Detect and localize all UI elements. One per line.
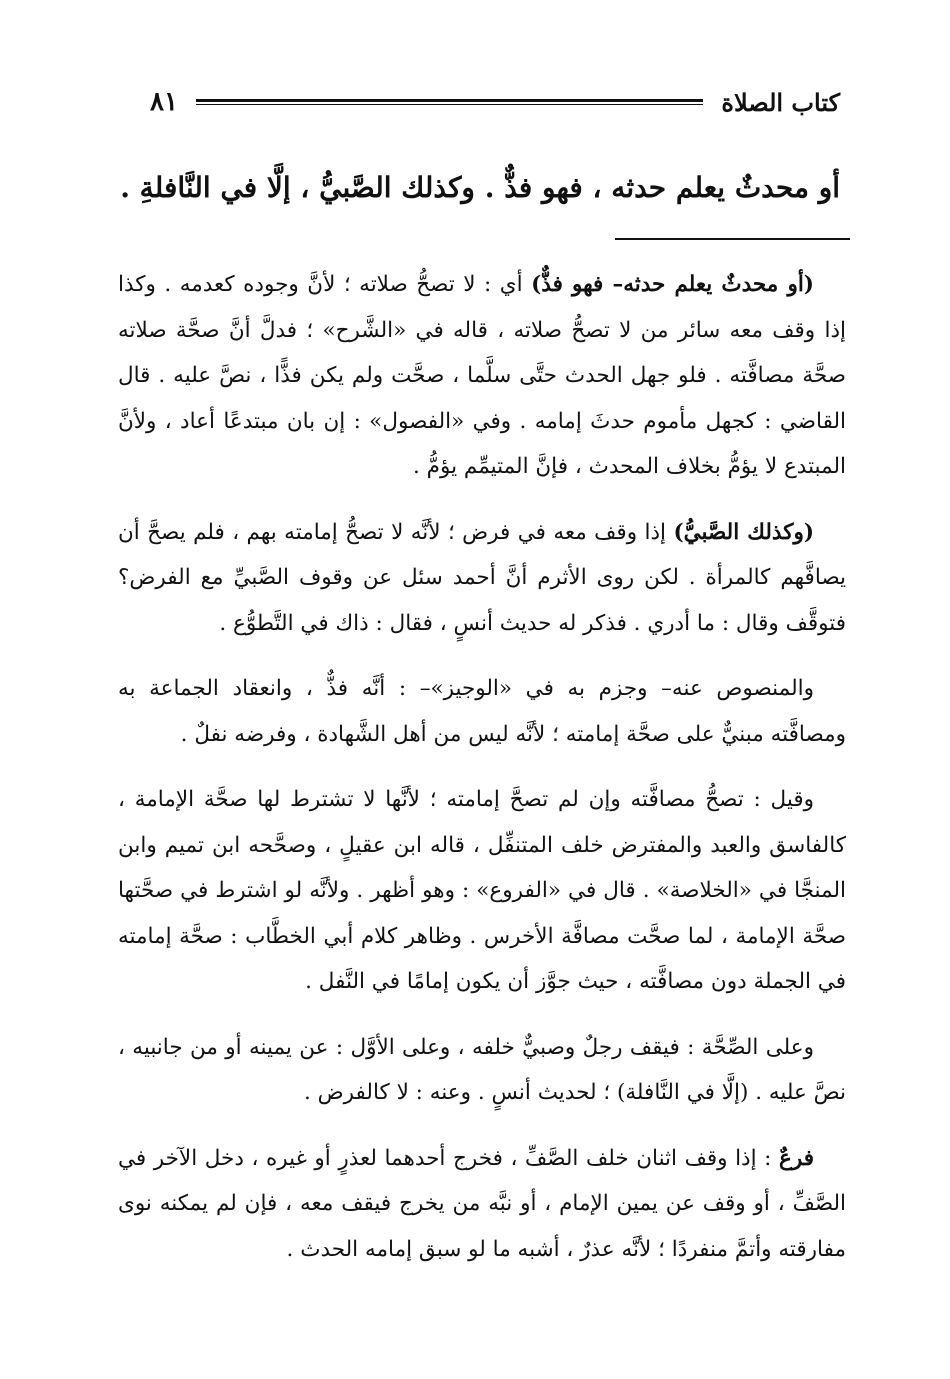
paragraph [118, 510, 846, 647]
paragraph [118, 666, 846, 757]
paragraph-text: إذا وقف معه في فرض ؛ لأنَّه لا تصحُّ إمامته بهم ، فلم يصحَّ أن يصافَّهم كالمرأة . لكن روى الأثرم أنَّ أحمد سئل عن وقوف الصَّبيِّ مع الفرض؟ فتوقَّف وقال : ما أدري . فذكر له حديث أنسٍ ، فقال : ذاك في التَّطوُّع . [118, 519, 846, 636]
paragraph [118, 777, 846, 1005]
book-title: كتاب الصلاة [721, 87, 840, 117]
paragraph-text: وقيل : تصحُّ مصافَّته وإن لم تصحَّ إمامته ؛ لأنَّها لا تشترط لها صحَّة الإمامة ، كالفاسق والعبد والمفترض خلف المتنفِّل ، قاله ابن عقيلٍ ، وصحَّحه ابن تميم وابن المنجَّا في «الخلاصة» . قال في «الفروع» : وهو أظهر . ولأنَّه لو اشترط في صحَّتها صحَّة الإمامة ، لما صحَّت مصافَّة الأخرس . وظاهر كلام أبي الخطَّاب : صحَّة إمامته في الجملة دون مصافَّته ، حيث جوَّز أن يكون إمامًا في النَّفل . [118, 787, 846, 994]
paragraph-lemma: (أو محدثٌ يعلم حدثه– فهو فذٌّ) [531, 272, 814, 297]
paragraph-lemma: (وكذلك الصَّبيُّ) [673, 519, 814, 545]
paragraph-text: : إذا وقف اثنان خلف الصَّفِّ ، فخرج أحدهما لعذرٍ أو غيره ، دخل الآخر في الصَّفِّ ، أو وقف عن يمين الإمام ، أو نبَّه من يخرج فيقف معه ، فإن لم يمكنه نوى مفارقته وأتمَّ منفردًا ؛ لأنَّه عذرٌ ، أشبه ما لو سبق إمامه الحدث . [118, 1145, 846, 1262]
paragraph-lemma: فرعٌ [779, 1145, 814, 1171]
paragraph-text: أي : لا تصحُّ صلاته ؛ لأنَّ وجوده كعدمه . وكذا إذا وقف معه سائر من لا تصحُّ صلاته ، قاله في «الشَّرح» ؛ فدلَّ أنَّ صحَّة صلاته صحَّة مصافَّته . فلو جهل الحدث حتَّى سلَّما ، صحَّت ولم يكن فذًّا ، نصَّ عليه . قال القاضي : كجهل مأموم حدثَ إمامه . وفي «الفصول» : إن بان مبتدعًا أعاد ، ولأنَّ المبتدع لا يؤمُّ بخلاف المحدث ، فإنَّ المتيمِّم يؤمُّ . [118, 272, 846, 479]
paragraph [118, 262, 846, 490]
commentary-body [118, 262, 846, 1292]
page-number: ٨١ [150, 87, 178, 117]
paragraph-text: وعلى الصِّحَّة : فيقف رجلٌ وصبيٌّ خلفه ، وعلى الأوَّل : عن يمينه أو من جانبيه ، نصَّ عليه . (إلَّا في النَّافلة) ؛ لحديث أنسٍ . وعنه : لا كالفرض . [118, 1034, 846, 1105]
paragraph [118, 1136, 846, 1273]
header-rule [196, 99, 703, 105]
paragraph-text: والمنصوص عنه– وجزم به في «الوجيز»– : أنَّه فذٌّ ، وانعقاد الجماعة به ومصافَّته مبنيٌّ على صحَّة إمامته ؛ لأنَّه ليس من أهل الشَّهادة ، وفرضه نفلٌ . [118, 676, 846, 747]
matn-text: أو محدثٌ يعلم حدثه ، فهو فذٌّ . وكذلك الصَّبيُّ ، إلَّا في النَّافلةِ . [120, 171, 840, 204]
running-header [150, 82, 840, 122]
paragraph [118, 1025, 846, 1116]
matn-separator-rule [615, 238, 850, 240]
